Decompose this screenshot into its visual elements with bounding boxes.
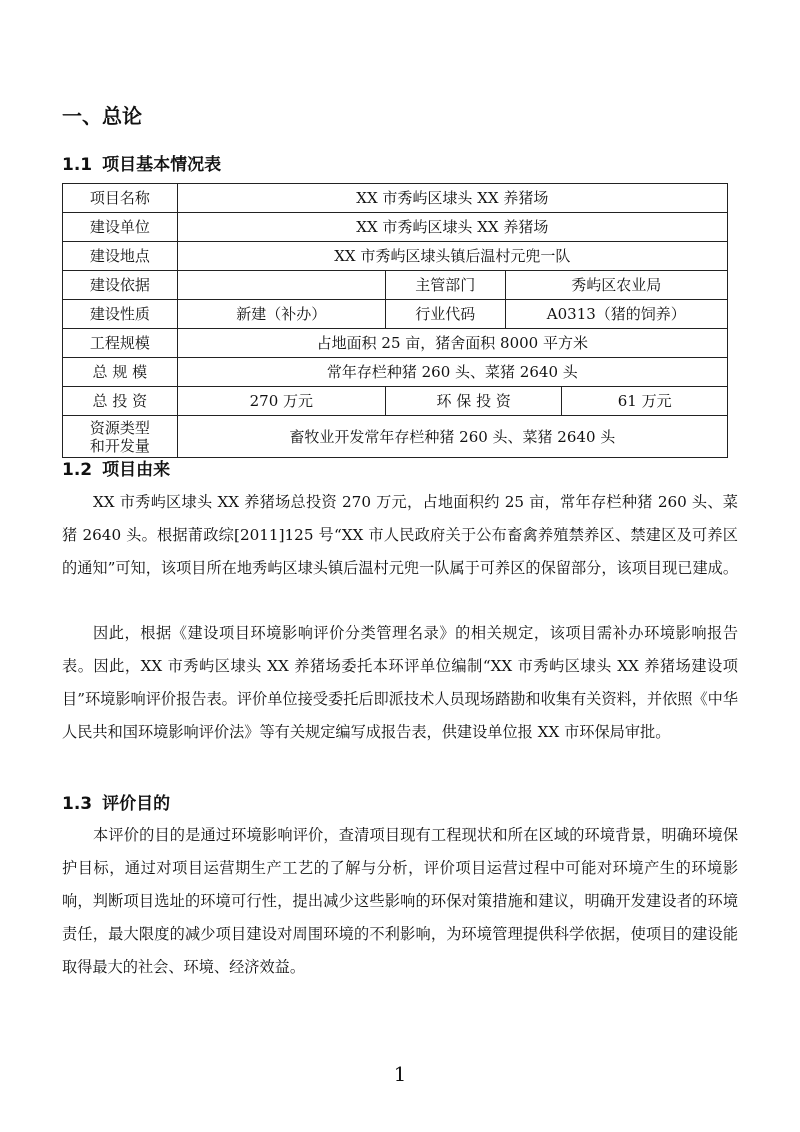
table-label: 项目名称: [63, 184, 178, 213]
table-label: 工程规模: [63, 329, 178, 358]
table-row: [63, 387, 728, 416]
table-label: 行业代码: [385, 300, 505, 329]
table-value: A0313（猪的饲养）: [505, 300, 727, 329]
table-label: 建设性质: [63, 300, 178, 329]
table-label: 建设地点: [63, 242, 178, 271]
section-title: 项目由来: [102, 460, 171, 480]
table-label: [63, 416, 178, 458]
table-label: 建设单位: [63, 213, 178, 242]
table-label: 总 规 模: [63, 358, 178, 387]
table-label: 建设依据: [63, 271, 178, 300]
table-label: 环 保 投 资: [385, 387, 561, 416]
table-row: [63, 184, 728, 213]
table-value: 新建（补办）: [177, 300, 385, 329]
table-label: 总 投 资: [63, 387, 178, 416]
table-value: 61 万元: [562, 387, 728, 416]
section-number: 1.2: [62, 460, 93, 480]
table-row: [63, 329, 728, 358]
table-row: [63, 213, 728, 242]
paragraph-origin-2: 因此，根据《建设项目环境影响评价分类管理名录》的相关规定，该项目需补办环境影响报告表。因此，XX 市秀屿区埭头 XX 养猪场委托本环评单位编制“XX 市秀屿区埭头 XX 养猪场建设项目”环境影响评价报告表。评价单位接受委托后即派技术人员现场踏勘和收集有关资料，并依照《中华人民共和国环境影响评价法》等有关规定编写成报告表，供建设单位报 XX 市环保局审批。: [62, 624, 739, 741]
label-line: 和开发量: [89, 436, 150, 455]
label-line: 资源类型: [89, 418, 150, 437]
table-value: XX 市秀屿区埭头镇后温村元兜一队: [177, 242, 727, 271]
table-row: [63, 271, 728, 300]
table-label: 主管部门: [385, 271, 505, 300]
table-value: 秀屿区农业局: [505, 271, 727, 300]
section-number: 1.3: [62, 794, 93, 814]
table-value: XX 市秀屿区埭头 XX 养猪场: [177, 184, 727, 213]
section-heading-1-3: [62, 789, 170, 814]
table-value: 常年存栏种猪 260 头、菜猪 2640 头: [177, 358, 727, 387]
table-row: [63, 300, 728, 329]
section-title: 评价目的: [102, 794, 171, 814]
project-info-table: [62, 183, 728, 458]
table-row: [63, 242, 728, 271]
paragraph-purpose: 本评价的目的是通过环境影响评价，查清项目现有工程现状和所在区域的环境背景，明确环境保护目标，通过对项目运营期生产工艺的了解与分析，评价项目运营过程中可能对环境产生的环境影响，判断项目选址的环境可行性，提出减少这些影响的环保对策措施和建议，明确开发建设者的环境责任，最大限度的减少项目建设对周围环境的不利影响，为环境管理提供科学依据，使项目的建设能取得最大的社会、环境、经济效益。: [62, 826, 738, 976]
paragraph-origin-1: XX 市秀屿区埭头 XX 养猪场总投资 270 万元，占地面积约 25 亩，常年存栏种猪 260 头、菜猪 2640 头。根据莆政综[2011]125 号“XX 市人民政府关于公布畜禽养殖禁养区、禁建区及可养区的通知”可知，该项目所在地秀屿区埭头镇后温村元兜一队属于可养区的保留部分，该项目现已建成。: [62, 493, 739, 577]
table-value: 畜牧业开发常年存栏种猪 260 头、菜猪 2640 头: [177, 416, 727, 458]
section-number: 1.1: [62, 155, 93, 175]
table-value: XX 市秀屿区埭头 XX 养猪场: [177, 213, 727, 242]
page-number: 1: [393, 1062, 407, 1086]
table-row: [63, 358, 728, 387]
section-heading-1-1: [62, 150, 221, 175]
section-title: 项目基本情况表: [102, 155, 222, 175]
table-value: [177, 271, 385, 300]
section-heading-1-2: [62, 455, 170, 480]
table-value: 占地面积 25 亩，猪舍面积 8000 平方米: [177, 329, 727, 358]
chapter-heading: 一、总论: [62, 104, 142, 128]
table-value: 270 万元: [177, 387, 385, 416]
table-row: [63, 416, 728, 458]
